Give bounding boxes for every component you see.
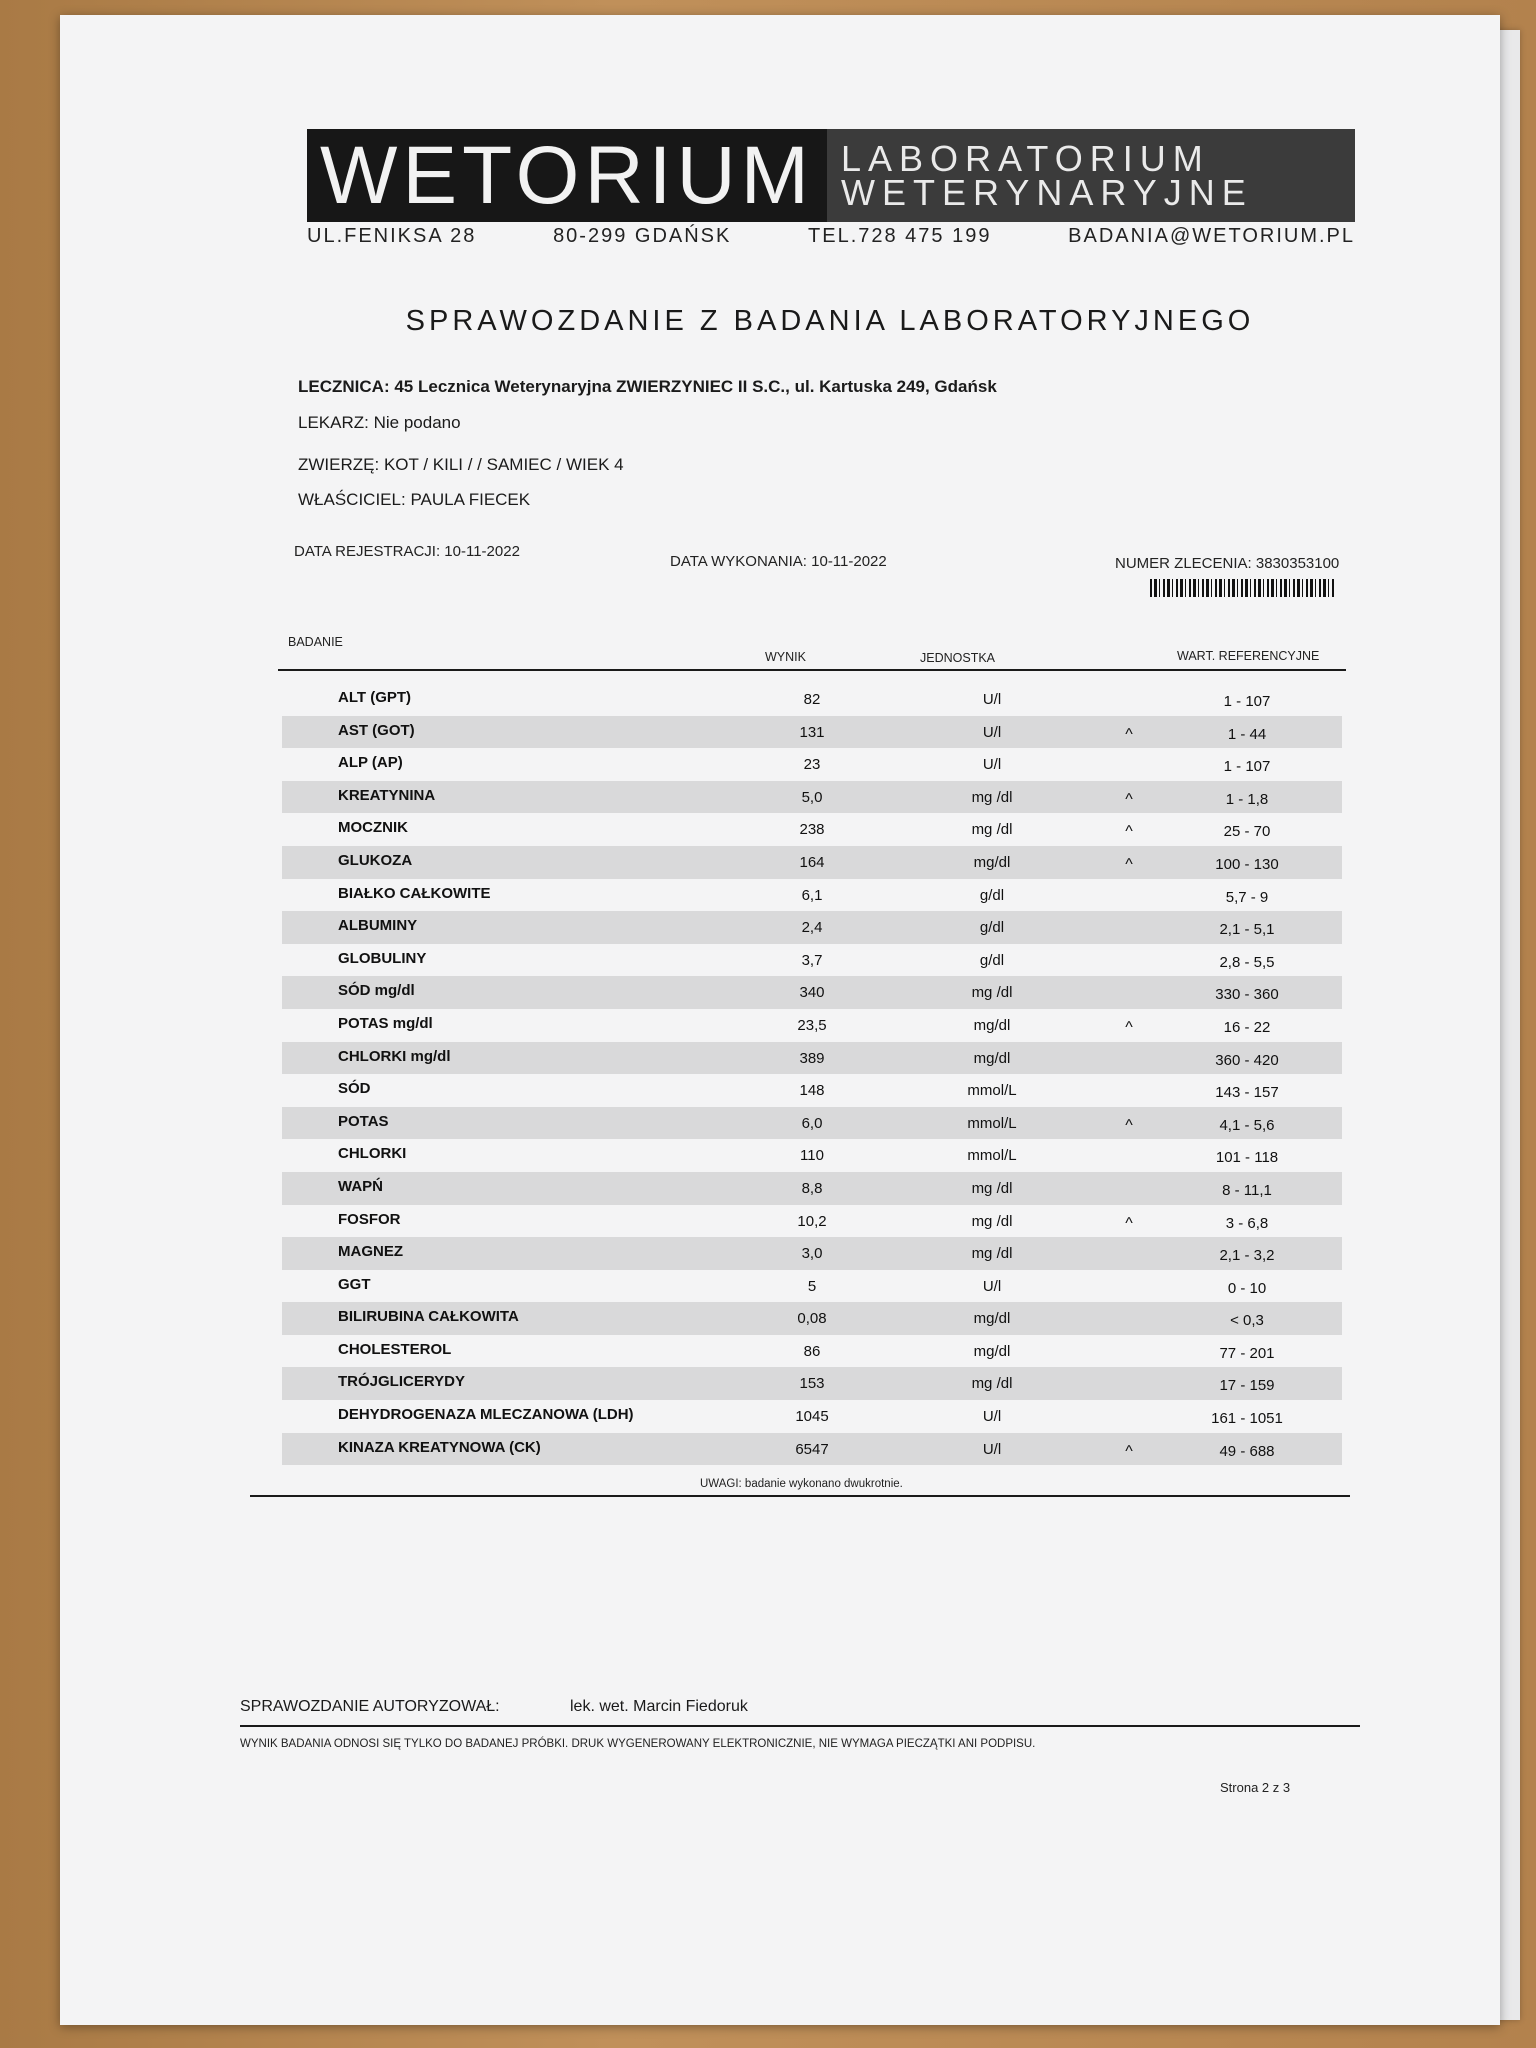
test-result: 110	[800, 1147, 824, 1165]
reference-range: 101 - 118	[1215, 1149, 1279, 1167]
table-row	[282, 944, 1342, 977]
test-unit: mg/dl	[973, 1016, 1011, 1034]
test-name: DEHYDROGENAZA MLECZANOWA (LDH)	[338, 1406, 634, 1424]
reference-range: 17 - 159	[1219, 1377, 1275, 1395]
test-result: 164	[799, 853, 825, 871]
animal-line	[298, 455, 624, 475]
test-name: SÓD	[338, 1080, 371, 1098]
test-unit: mmol/L	[967, 1082, 1017, 1100]
owner-label: WŁAŚCICIEL:	[298, 490, 406, 509]
test-name: GLOBULINY	[338, 949, 427, 967]
test-unit: mg/dl	[973, 1049, 1011, 1067]
table-row	[282, 716, 1342, 749]
test-result: 2,4	[801, 919, 823, 937]
reference-range: 49 - 688	[1219, 1442, 1275, 1460]
reference-range: 143 - 157	[1215, 1084, 1279, 1102]
reference-range: 100 - 130	[1215, 855, 1279, 873]
table-row	[282, 1433, 1342, 1466]
execution-date: DATA WYKONANIA: 10-11-2022	[670, 553, 887, 570]
table-row	[282, 911, 1342, 944]
abnormal-flag: ^	[1125, 725, 1133, 743]
footer-rule	[240, 1725, 1360, 1727]
contact-city: 80-299 GDAŃSK	[553, 225, 732, 247]
test-unit: U/l	[982, 1440, 1002, 1458]
test-unit: U/l	[982, 1277, 1002, 1295]
test-unit: mmol/L	[967, 1114, 1017, 1132]
test-result: 6,1	[801, 886, 823, 904]
logo-line-1: LABORATORIUM	[841, 137, 1210, 179]
abnormal-flag: ^	[1125, 1018, 1133, 1036]
lab-logo	[307, 129, 1355, 222]
table-row	[282, 683, 1342, 716]
test-result: 6547	[795, 1440, 829, 1458]
test-result: 82	[803, 691, 821, 708]
test-name: ALT (GPT)	[338, 689, 412, 706]
reference-range: 1 - 1,8	[1225, 790, 1269, 808]
abnormal-flag: ^	[1125, 1116, 1133, 1134]
reference-range: 8 - 11,1	[1222, 1181, 1272, 1199]
logo-subtitle	[827, 129, 1355, 222]
clinic-label: LECZNICA:	[298, 377, 390, 396]
barcode	[1150, 579, 1334, 597]
test-name: POTAS	[338, 1112, 389, 1130]
test-result: 23	[803, 756, 821, 774]
test-unit: mg /dl	[971, 1375, 1013, 1393]
reference-range: 0 - 10	[1227, 1279, 1267, 1297]
reference-range: 3 - 6,8	[1225, 1214, 1269, 1232]
reference-range: 1 - 44	[1227, 725, 1267, 743]
contact-email: BADANIA@WETORIUM.PL	[1068, 225, 1355, 247]
test-result: 5	[807, 1277, 817, 1295]
test-name: BIAŁKO CAŁKOWITE	[338, 884, 491, 902]
clinic-value: 45 Lecznica Weterynaryjna ZWIERZYNIEC II S.C., ul. Kartuska 249, Gdańsk	[394, 377, 997, 396]
order-number: NUMER ZLECENIA: 3830353100	[1115, 555, 1340, 572]
table-row	[282, 1074, 1342, 1107]
table-row	[282, 1270, 1342, 1303]
contact-street: UL.FENIKSA 28	[307, 225, 477, 247]
test-unit: U/l	[982, 723, 1002, 741]
table-row	[282, 748, 1342, 781]
reference-range: < 0,3	[1230, 1312, 1264, 1330]
report-title: SPRAWOZDANIE Z BADANIA LABORATORYJNEGO	[405, 305, 1255, 337]
animal-value: KOT / KILI / / SAMIEC / WIEK 4	[383, 455, 624, 474]
header-rule	[278, 669, 1346, 671]
test-result: 3,0	[801, 1245, 823, 1263]
header-test: BADANIE	[288, 635, 343, 649]
table-row	[282, 1172, 1342, 1205]
header-reference: WART. REFERENCYJNE	[1177, 649, 1320, 663]
owner-line	[298, 490, 530, 510]
table-row	[282, 1237, 1342, 1270]
contact-phone: TEL.728 475 199	[808, 225, 992, 247]
test-unit: mg/dl	[973, 1342, 1011, 1360]
test-name: ALBUMINY	[338, 917, 418, 935]
table-row	[282, 879, 1342, 912]
reference-range: 5,7 - 9	[1225, 888, 1269, 906]
test-unit: mg /dl	[971, 1245, 1013, 1263]
test-name: FOSFOR	[338, 1210, 401, 1228]
test-result: 86	[803, 1342, 821, 1360]
table-row	[282, 781, 1342, 814]
table-row	[282, 1400, 1342, 1433]
results-table	[282, 683, 1342, 1465]
test-result: 340	[799, 984, 825, 1002]
test-name: SÓD mg/dl	[338, 982, 415, 1000]
authorized-by: lek. wet. Marcin Fiedoruk	[570, 1698, 748, 1715]
table-row	[282, 813, 1342, 846]
test-unit: U/l	[982, 756, 1002, 774]
reference-range: 2,1 - 5,1	[1219, 921, 1275, 939]
test-result: 389	[799, 1049, 825, 1067]
test-unit: mg/dl	[973, 1310, 1011, 1328]
abnormal-flag: ^	[1125, 823, 1133, 841]
logo-line-2: WETERYNARYJNE	[841, 171, 1253, 213]
table-row	[282, 1139, 1342, 1172]
abnormal-flag: ^	[1125, 1442, 1133, 1460]
test-result: 8,8	[801, 1179, 823, 1197]
clinic-line	[298, 377, 997, 397]
test-unit: mg /dl	[971, 821, 1013, 839]
table-bottom-rule	[250, 1495, 1350, 1497]
reference-range: 25 - 70	[1223, 823, 1271, 841]
test-result: 131	[799, 723, 825, 741]
test-name: GLUKOZA	[338, 851, 413, 869]
abnormal-flag: ^	[1125, 1214, 1133, 1232]
page-number: Strona 2 z 3	[1220, 1780, 1291, 1795]
test-name: GGT	[338, 1275, 371, 1293]
lab-contact	[307, 225, 1355, 248]
test-result: 10,2	[797, 1212, 827, 1230]
doctor-value: Nie podano	[373, 413, 461, 432]
test-unit: g/dl	[979, 886, 1005, 904]
reference-range: 161 - 1051	[1211, 1410, 1283, 1428]
reference-range: 330 - 360	[1215, 986, 1279, 1004]
disclaimer: WYNIK BADANIA ODNOSI SIĘ TYLKO DO BADANEJ PRÓBKI. DRUK WYGENEROWANY ELEKTRONICZNIE, NIE WYMAGA PIECZĄTKI ANI PODPISU.	[240, 1738, 1036, 1750]
owner-value: PAULA FIECEK	[410, 490, 531, 509]
test-name: CHOLESTEROL	[338, 1340, 452, 1358]
test-unit: mmol/L	[967, 1147, 1017, 1165]
reference-range: 1 - 107	[1223, 758, 1271, 776]
test-unit: g/dl	[979, 919, 1005, 937]
test-unit: mg /dl	[971, 788, 1013, 806]
doctor-label: LEKARZ:	[298, 413, 369, 432]
test-result: 5,0	[801, 788, 823, 806]
test-unit: U/l	[982, 1408, 1002, 1426]
test-name: CHLORKI	[338, 1145, 407, 1163]
table-row	[282, 976, 1342, 1009]
test-name: POTAS mg/dl	[338, 1014, 433, 1032]
table-row	[282, 1367, 1342, 1400]
test-unit: mg /dl	[971, 984, 1013, 1002]
reference-range: 2,1 - 3,2	[1219, 1247, 1275, 1265]
test-name: TRÓJGLICERYDY	[338, 1373, 465, 1391]
abnormal-flag: ^	[1125, 855, 1133, 873]
test-name: AST (GOT)	[338, 721, 415, 739]
test-name: CHLORKI mg/dl	[338, 1047, 451, 1065]
table-row	[282, 1009, 1342, 1042]
test-unit: mg/dl	[973, 853, 1011, 871]
reference-range: 1 - 107	[1223, 693, 1271, 710]
report-page	[60, 15, 1500, 2025]
test-unit: U/l	[982, 691, 1002, 708]
registration-date: DATA REJESTRACJI: 10-11-2022	[294, 543, 520, 560]
test-name: KREATYNINA	[338, 786, 436, 804]
test-result: 3,7	[801, 951, 823, 969]
test-result: 1045	[795, 1408, 829, 1426]
table-row	[282, 1205, 1342, 1238]
doctor-line	[298, 413, 461, 433]
test-name: KINAZA KREATYNOWA (CK)	[338, 1438, 541, 1456]
test-result: 23,5	[797, 1016, 827, 1034]
authorized-label: SPRAWOZDANIE AUTORYZOWAŁ:	[240, 1698, 500, 1715]
test-name: ALP (AP)	[338, 754, 403, 772]
table-row	[282, 846, 1342, 879]
reference-range: 16 - 22	[1223, 1018, 1271, 1036]
reference-range: 4,1 - 5,6	[1219, 1116, 1275, 1134]
animal-label: ZWIERZĘ:	[298, 455, 380, 474]
table-row	[282, 1335, 1342, 1368]
remarks: UWAGI: badanie wykonano dwukrotnie.	[700, 1478, 903, 1490]
test-result: 6,0	[801, 1114, 823, 1132]
reference-range: 2,8 - 5,5	[1219, 953, 1275, 971]
test-name: MAGNEZ	[338, 1243, 403, 1261]
test-result: 148	[799, 1082, 825, 1100]
test-result: 153	[799, 1375, 825, 1393]
test-name: MOCZNIK	[338, 819, 408, 837]
test-result: 238	[799, 821, 825, 839]
table-row	[282, 1042, 1342, 1075]
test-unit: mg /dl	[971, 1179, 1013, 1197]
logo-main: WETORIUM	[307, 129, 827, 222]
test-name: WAPŃ	[338, 1177, 383, 1195]
test-unit: g/dl	[979, 951, 1005, 969]
reference-range: 360 - 420	[1215, 1051, 1279, 1069]
test-result: 0,08	[797, 1310, 827, 1328]
table-row	[282, 1302, 1342, 1335]
header-result: WYNIK	[765, 650, 806, 664]
test-unit: mg /dl	[971, 1212, 1013, 1230]
reference-range: 77 - 201	[1219, 1344, 1275, 1362]
table-row	[282, 1107, 1342, 1140]
test-name: BILIRUBINA CAŁKOWITA	[338, 1308, 519, 1326]
header-unit: JEDNOSTKA	[920, 651, 996, 665]
abnormal-flag: ^	[1125, 790, 1133, 808]
